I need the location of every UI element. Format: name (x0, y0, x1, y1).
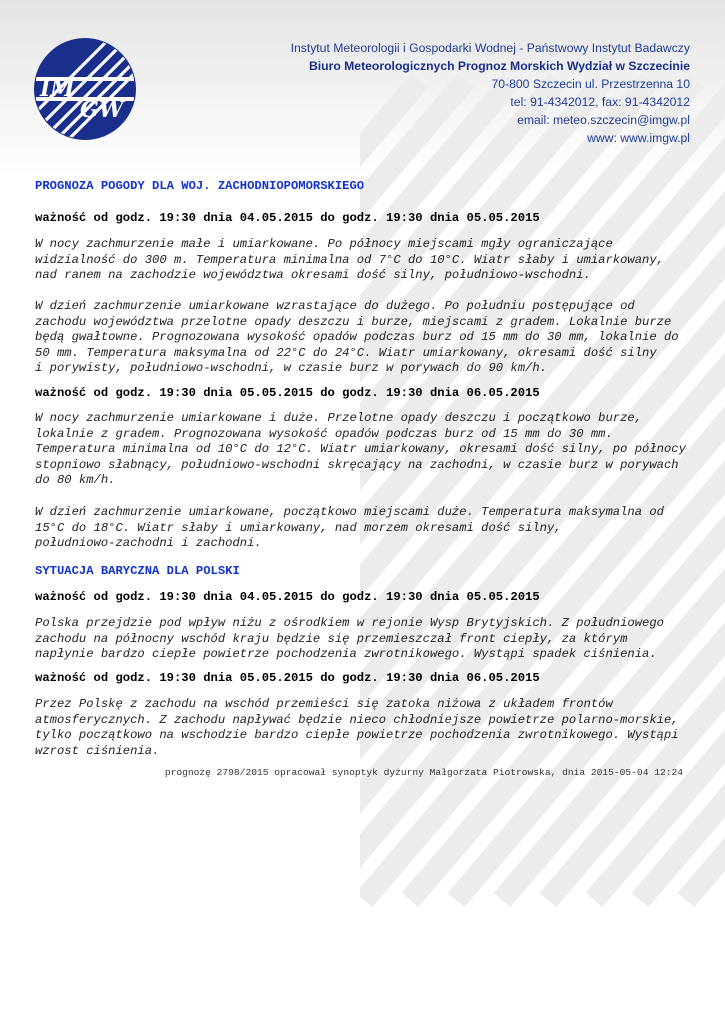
institute-header (291, 39, 690, 147)
baric-text-2: Przez Polskę z zachodu na wschód przemieści się zatoka niżowa z układem frontów atmosferycznych. Z zachodu napływać będzie nieco chłodniejsze powietrze polarno-morskie, tylko początkowo na wschodzie bardzo ciepłe powietrze pochodzenia zwrotnikowego. Wystąpi wzrost ciśnienia. (35, 697, 679, 758)
email[interactable]: email: meteo.szczecin@imgw.pl (517, 113, 690, 127)
forecast-validity-2: ważność od godz. 19:30 dnia 05.05.2015 do godz. 19:30 dnia 06.05.2015 (35, 386, 540, 400)
svg-text:IM: IM (40, 76, 75, 102)
forecast-night-2: W nocy zachmurzenie umiarkowane i duże. Przelotne opady deszczu i początkowo burze, lokalnie z gradem. Prognozowana wysokość opadów podczas burz od 15 mm do 30 mm. Temperatura minimalna od 10°C do 12°C. Wiatr umiarkowany, okresami dość silny, po północy stopniowo słabnący, południowo-wschodni skręcający na zachodni, w czasie burz w porywach do 80 km/h. (35, 411, 686, 488)
forecast-night-1: W nocy zachmurzenie małe i umiarkowane. Po północy miejscami mgły ograniczające widzialność do 300 m. Temperatura minimalna od 7°C do 10°C. Wiatr słaby i umiarkowany, nad ranem na zachodzie województwa okresami dość silny, południowo-wschodni. (35, 237, 664, 283)
forecast-title: PROGNOZA POGODY DLA WOJ. ZACHODNIOPOMORSKIEGO (35, 179, 365, 193)
forecast-day-2: W dzień zachmurzenie umiarkowane, początkowo miejscami duże. Temperatura maksymalna od 15°C do 18°C. Wiatr słaby i umiarkowany, nad morzem okresami dość silny, południowo-zachodni i zachodni. (35, 505, 664, 551)
svg-text:GW: GW (80, 97, 124, 123)
forecast-validity-1: ważność od godz. 19:30 dnia 04.05.2015 do godz. 19:30 dnia 05.05.2015 (35, 211, 540, 225)
imgw-logo-icon (32, 36, 138, 142)
bureau-name: Biuro Meteorologicznych Prognoz Morskich Wydział w Szczecinie (308, 59, 690, 73)
baric-text-1: Polska przejdzie pod wpływ niżu z ośrodkiem w rejonie Wysp Brytyjskich. Z południowego zachodu na północny wschód kraju będzie się przemieszczał front ciepły, za którym napłynie bardzo ciepłe powietrze pochodzenia zwrotnikowego. Wystąpi spadek ciśnienia. (35, 616, 664, 662)
baric-validity-1: ważność od godz. 19:30 dnia 04.05.2015 do godz. 19:30 dnia 05.05.2015 (35, 590, 540, 604)
baric-title: SYTUACJA BARYCZNA DLA POLSKI (35, 564, 240, 578)
baric-validity-2: ważność od godz. 19:30 dnia 05.05.2015 do godz. 19:30 dnia 06.05.2015 (35, 671, 540, 685)
footer-note: prognozę 2798/2015 opracował synoptyk dyżurny Małgorzata Piotrowska, dnia 2015-05-04 12:24 (164, 767, 683, 778)
address: 70-800 Szczecin ul. Przestrzenna 10 (491, 77, 690, 91)
institute-name: Instytut Meteorologii i Gospodarki Wodnej - Państwowy Instytut Badawczy (290, 41, 690, 55)
website[interactable]: www: www.imgw.pl (587, 131, 690, 145)
forecast-day-1: W dzień zachmurzenie umiarkowane wzrastające do dużego. Po południu postępujące od zachodu województwa przelotne opady deszczu i burze, miejscami z gradem. Lokalnie burze będą gwałtowne. Prognozowana wysokość opadów podczas burz od 15 mm do 30 mm, lokalnie do 50 mm. Temperatura maksymalna od 22°C do 24°C. Wiatr umiarkowany, okresami dość silny i porywisty, południowo-wschodni, w czasie burz w porywach do 90 km/h. (35, 299, 679, 376)
phone-fax: tel: 91-4342012, fax: 91-4342012 (510, 95, 690, 109)
